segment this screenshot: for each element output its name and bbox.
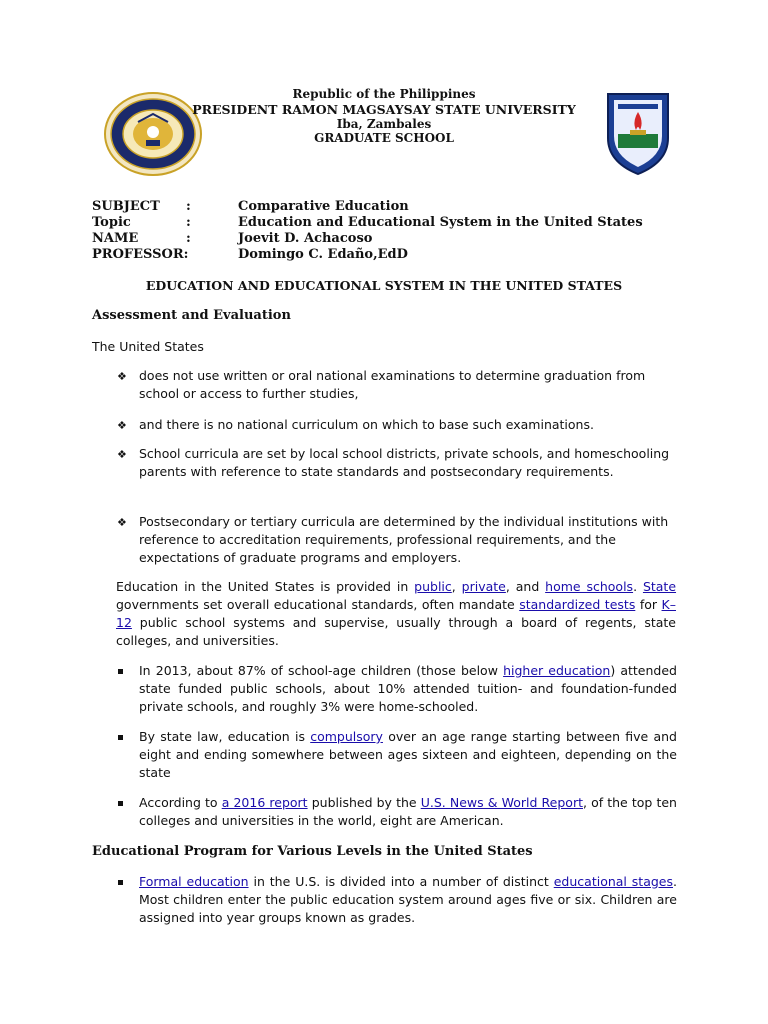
link-private[interactable]: private (461, 579, 506, 594)
bullet-item (139, 794, 677, 830)
link-educational-stages[interactable]: educational stages (553, 874, 674, 889)
link-higher-education[interactable]: higher education (503, 663, 611, 678)
diamond-bullet-icon: ❖ (117, 516, 127, 529)
header-graduate-school: GRADUATE SCHOOL (314, 131, 454, 145)
paragraph-text: . (633, 579, 643, 594)
bullet-text: According to (139, 795, 222, 810)
bullet-text: over an age range starting between five and eight and ending somewhere between ages sixteen and eighteen, depending on the state (139, 729, 677, 780)
diamond-bullet-icon: ❖ (117, 370, 127, 383)
diamond-bullet-icon: ❖ (117, 448, 127, 461)
bullet-text: . Most children enter the public education system around ages five or six. Children are assigned into year groups known as grades. (139, 874, 677, 925)
bullet-item: School curricula are set by local school districts, private schools, and homeschooling parents with reference to state standards and postsecondary requirements. (139, 446, 670, 479)
bullet-item (139, 728, 677, 782)
bullet-text: in the U.S. is divided into a number of distinct (248, 874, 554, 889)
topic-value: Education and Educational System in the United States (238, 215, 643, 230)
header-republic: Republic of the Philippines (292, 87, 476, 101)
name-label: NAME (92, 231, 139, 246)
link-standardized-tests[interactable]: standardized tests (519, 597, 636, 612)
link-formal-education[interactable]: Formal education (139, 874, 249, 889)
name-colon: : (186, 231, 191, 246)
bullet-item: and there is no national curriculum on which to base such examinations. (139, 417, 594, 432)
link-public[interactable]: public (414, 579, 452, 594)
name-value: Joevit D. Achacoso (238, 231, 373, 246)
paragraph-text: , (451, 579, 462, 594)
link-compulsory[interactable]: compulsory (310, 729, 383, 744)
topic-label: Topic (92, 215, 131, 230)
link-k12[interactable]: K–12 (116, 597, 676, 630)
paragraph-text: governments set overall educational standards, often mandate (116, 597, 520, 612)
subject-value: Comparative Education (238, 199, 409, 214)
subject-colon: : (186, 199, 191, 214)
bullet-text: ) attended state funded public schools, about 10% attended tuition- and foundation-funded private schools, and roughly 3% were home-schooled. (139, 663, 677, 714)
link-state[interactable]: State (642, 579, 677, 594)
bullet-item: Postsecondary or tertiary curricula are determined by the individual institutions with reference to accreditation requirements, professional requirements, and the expectations of graduate programs and employers. (139, 514, 669, 565)
square-bullet-icon (118, 735, 123, 740)
section-heading-programs: Educational Program for Various Levels in the United States (92, 844, 533, 859)
bullet-text: In 2013, about 87% of school-age children (those below (139, 663, 504, 678)
paragraph-text: for (635, 597, 662, 612)
square-bullet-icon (118, 801, 123, 806)
diamond-bullet-icon: ❖ (117, 419, 127, 432)
document-title: EDUCATION AND EDUCATIONAL SYSTEM IN THE UNITED STATES (145, 278, 623, 293)
bullet-text: published by the (307, 795, 421, 810)
bullet-text: By state law, education is (139, 729, 311, 744)
bullet-text: , of the top ten colleges and universities in the world, eight are American. (139, 795, 677, 828)
intro-text: The United States (92, 339, 204, 354)
subject-label: SUBJECT (92, 199, 160, 214)
paragraph-text: , and (505, 579, 546, 594)
header-location: Iba, Zambales (336, 117, 432, 131)
header-university: PRESIDENT RAMON MAGSAYSAY STATE UNIVERSITY (192, 102, 576, 117)
link-home-schools[interactable]: home schools (545, 579, 634, 594)
bullet-item (139, 873, 677, 927)
section-heading-assessment: Assessment and Evaluation (92, 308, 291, 323)
link-2016-report[interactable]: a 2016 report (221, 795, 308, 810)
topic-colon: : (186, 215, 191, 230)
square-bullet-icon (118, 880, 123, 885)
professor-label: PROFESSOR: (92, 247, 189, 262)
link-us-news[interactable]: U.S. News & World Report (420, 795, 583, 810)
bullet-item (139, 662, 677, 716)
square-bullet-icon (118, 669, 123, 674)
education-paragraph (116, 578, 676, 650)
paragraph-text: Education in the United States is provided in (116, 579, 415, 594)
professor-value: Domingo C. Edaño,EdD (238, 247, 408, 262)
bullet-item: does not use written or oral national examinations to determine graduation from school or access to further studies, (139, 368, 646, 401)
paragraph-text: public school systems and supervise, usually through a board of regents, state colleges, and universities. (116, 615, 676, 648)
